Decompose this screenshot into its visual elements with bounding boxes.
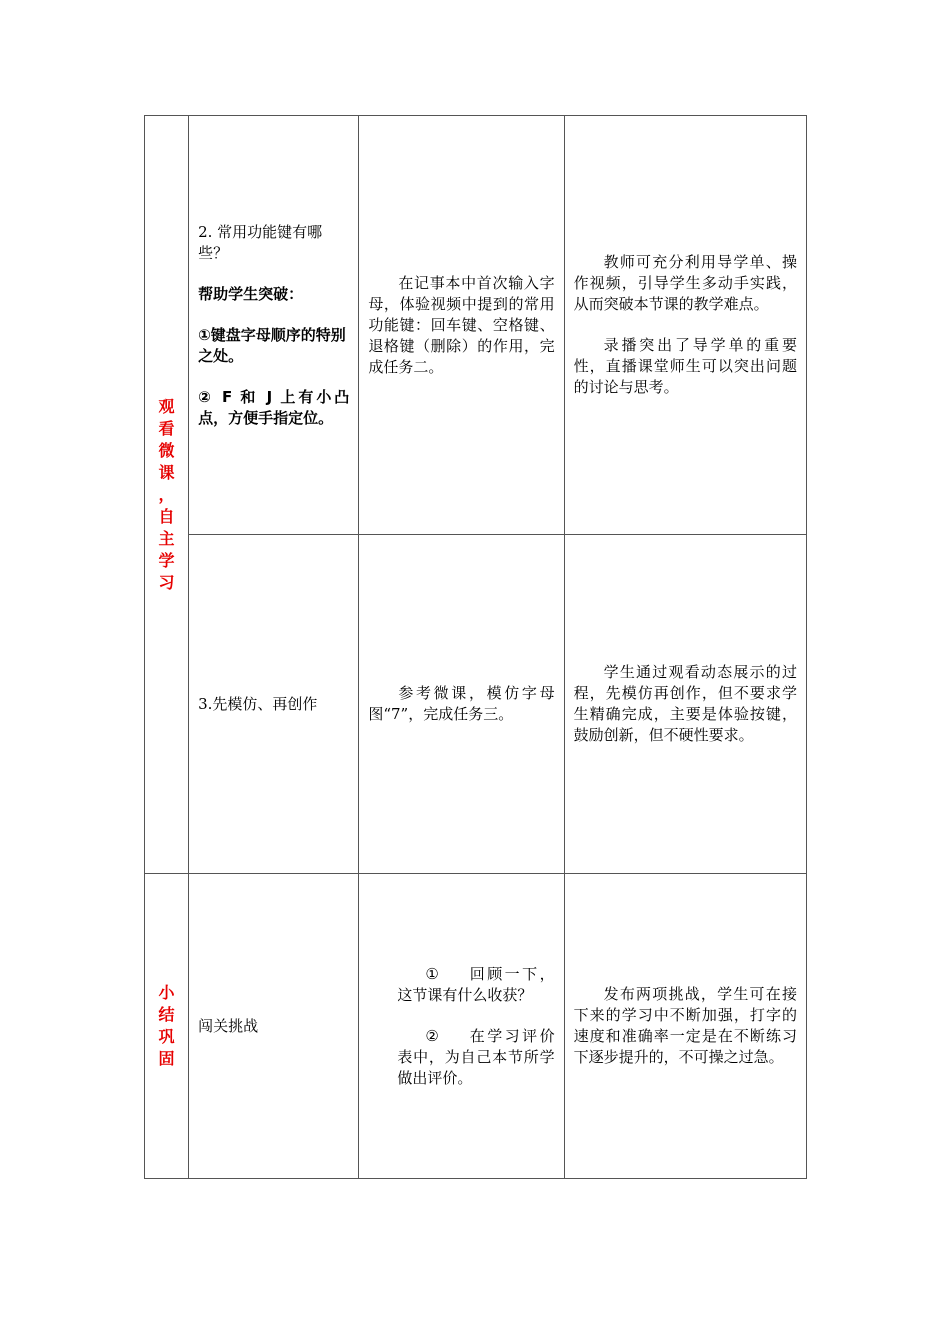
student-activity-text: 参考微课，模仿字母图“7”，完成任务三。 bbox=[368, 684, 555, 723]
design-note-text: 学生通过观看动态展示的过程，先模仿再创作，但不要求学生精确完成，主要是体验按键，鼓励创新，但不硬性要求。 bbox=[573, 663, 797, 744]
lesson-plan-table bbox=[144, 115, 807, 1179]
student-activity-cell bbox=[359, 535, 564, 874]
design-note-cell bbox=[564, 116, 806, 535]
content-text: 闯关挑战 bbox=[198, 1016, 259, 1035]
design-note-cell bbox=[564, 535, 806, 874]
table-row bbox=[145, 116, 807, 535]
table-row bbox=[145, 535, 807, 874]
content-text: 3.先模仿、再创作 bbox=[198, 694, 318, 713]
stage-char: 习 bbox=[158, 572, 175, 592]
stage-char: 看 bbox=[158, 418, 175, 438]
stage-char: 自 bbox=[158, 506, 175, 526]
design-note-text: 发布两项挑战，学生可在接下来的学习中不断加强，打字的速度和准确率一定是在不断练习下逐步提升的，不可操之过急。 bbox=[573, 985, 797, 1066]
student-activity-item: ② 在学习评价表中，为自己本节所学做出评价。 bbox=[397, 1026, 555, 1087]
stage-char: 微 bbox=[158, 440, 175, 460]
content-point: ② F 和 J 上有小凸点，方便手指定位。 bbox=[198, 387, 350, 427]
item-number-1: ① bbox=[425, 964, 439, 983]
stage-char: 固 bbox=[158, 1049, 175, 1068]
student-activity-item: ① 回顾一下，这节课有什么收获？ bbox=[397, 964, 555, 1004]
stage-char: 小 bbox=[158, 983, 175, 1002]
design-note-text: 教师可充分利用导学单、操作视频，引导学生多动手实践，从而突破本节课的教学难点。 bbox=[573, 253, 797, 313]
item-number-2: ② bbox=[425, 1026, 439, 1045]
content-question: 2. 常用功能键有哪些？ bbox=[198, 222, 323, 262]
stage-text bbox=[145, 982, 188, 1070]
content-cell bbox=[189, 535, 359, 874]
design-note-text: 录播突出了导学单的重要性，直播课堂师生可以突出问题的讨论与思考。 bbox=[573, 336, 797, 396]
student-activity-cell bbox=[359, 116, 564, 535]
table-row bbox=[145, 874, 807, 1179]
stage-char: 学 bbox=[158, 550, 175, 570]
stage-char: ， bbox=[158, 484, 175, 504]
stage-char: 主 bbox=[158, 528, 175, 548]
stage-char: 结 bbox=[158, 1005, 175, 1024]
stage-char: 观 bbox=[158, 396, 175, 416]
student-activity-text: 在记事本中首次输入字母，体验视频中提到的常用功能键：回车键、空格键、退格键（删除）的作用，完成任务二。 bbox=[368, 273, 555, 376]
content-cell bbox=[189, 116, 359, 535]
stage-char: 课 bbox=[158, 462, 175, 482]
student-activity-cell bbox=[359, 874, 564, 1179]
content-point: ①键盘字母顺序的特别之处。 bbox=[198, 325, 346, 365]
stage-label-summary bbox=[145, 874, 189, 1179]
content-heading: 帮助学生突破： bbox=[198, 284, 304, 303]
stage-char: 巩 bbox=[158, 1027, 175, 1046]
content-cell bbox=[189, 874, 359, 1179]
stage-text bbox=[145, 396, 188, 594]
design-note-cell bbox=[564, 874, 806, 1179]
stage-label-watch-microlesson bbox=[145, 116, 189, 874]
